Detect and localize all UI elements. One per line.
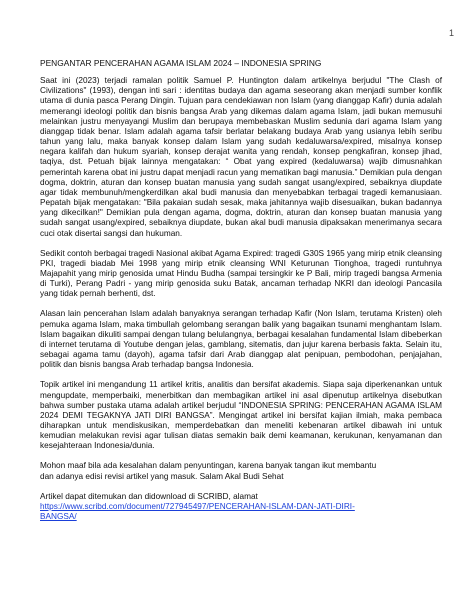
paragraph-intro: Saat ini (2023) terjadi ramalan politik Samuel P. Huntington dalam artikelnya berjudul "The Clash of Civilizations" (1993), dengan inti sari : identitas budaya dan agama seseorang akan menjadi sumber konflik utama di dunia pasca Perang Dingin. Tujuan para cendekiawan non Islam (yang dianggap Kafir) dunia adalah memerangi ideologi politik dan bisnis bangsa Arab yang dikemas dalam agama Islam, jadi bukan memusuhi melainkan justru menyayangi Muslim dan berupaya membebaskan Muslim sedunia dari agama Islam yang dianggap tidak benar. Islam adalah agama tafsir berlatar belakang budaya Arab yang usianya lebih seribu tahun yang lalu, maka banyak konsep dalam Islam yang sudah kedaluwarsa/expired, misalnya konsep negara kalifah dan hukum syariah, konsep derajat wanita yang rendah, konsep pengkafiran, konsep jihad, taqiya, dst. Petuah bijak lainnya mengatakan: “ Obat yang expired (kedaluwarsa) wajib dimusnahkan pemerintah karena obat ini justru dapat menjadi racun yang mematikan bagi manusia.” Demikian pula dengan dogma, doktrin, aturan dan konsep buatan manusia yang sudah sangat usang/expired, sebaiknya diupdate agar tidak membunuh/mengkerdilkan akal budi manusia dan menyebabkan terbagai tragedi kemanusiaan. Pepatah bijak mengatakan: "Bila pakaian sudah sesak, maka jahitannya wajib disesuaikan, bukan badannya yang dikecilkan!" Demikian pula dengan agama, dogma, doktrin, aturan dan konsep buatan manusia yang sudah sangat usang/expired, sebaiknya diupdate, bukan akal budi manusia dipaksakan menerimanya secara cuci otak disertai sangsi dan hukuman.: [40, 76, 442, 238]
closing-line-1: Mohon maaf bila ada kesalahan dalam penyuntingan, karena banyak tangan ikut membantu: [40, 461, 377, 471]
source-label: Artikel dapat ditemukan dan didownload di SCRIBD, alamat: [40, 491, 258, 501]
source-link[interactable]: [40, 502, 442, 522]
source-link-line-1: https://www.scribd.com/document/727945497/PENCERAHAN-ISLAM-DAN-JATI-DIRI-: [40, 501, 355, 511]
paragraph-tragedies: Sedikit contoh berbagai tragedi Nasional akibat Agama Expired: tragedi G30S 1965 yang mirip etnik cleansing PKI, tragedi biadab Mei 1998 yang mirip etnik cleansing WNI Keturunan Tionghoa, tragedi runtuhnya Majapahit yang mirip genosida umat Hindu Budha (sampai tersingkir ke P Bali, mirip tragedi bangsa Armenia di Turki), Perang Padri - yang mirip genosida suku Batak, ancaman terhadap NKRI dan ideologi Pancasila yang tidak pernah berhenti, dst.: [40, 248, 442, 299]
closing-line-2: dan adanya edisi revisi artikel yang masuk. Salam Akal Budi Sehat: [40, 471, 284, 481]
document-title: PENGANTAR PENCERAHAN AGAMA ISLAM 2024 – INDONESIA SPRING: [40, 58, 322, 68]
source-section: [40, 492, 442, 522]
paragraph-reasons: Alasan lain pencerahan Islam adalah banyaknya serangan terhadap Kafir (Non Islam, terutama Kristen) oleh pemuka agama Islam, maka timbullah gelombang serangan balik yang bagaikan tsunami menghantam Islam. Islam bagaikan dikuliti sampai dengan tulang belulangnya, berbagai kesalahan fundamental Islam dibeberkan di internet terutama di Youtube dengan jelas, gamblang, sitematis, dan jujur karena berbasis fakta. Selain itu, sebagai agama tamu (dayoh), agama tafsir dari Arab dianggap alat penipuan, pembodohan, penjajahan, politik dan bisnis bangsa Arab terhadap bangsa Indonesia.: [40, 309, 442, 370]
closing-note: [40, 461, 442, 481]
document-body: [40, 58, 442, 522]
paragraph-topic: Topik artikel ini mengandung 11 artikel kritis, analitis dan bersifat akademis. Siapa saja diperkenankan untuk mengupdate, memperbaiki, menerbitkan dan membagikan artikel ini asal dipenutup artikelnya disebutkan bahwa sumber pustaka utama adalah artikel berjudul “INDONESIA SPRING: PENCERAHAN AGAMA ISLAM 2024 DEMI TEGAKNYA JATI DIRI BANGSA”. Mengingat artikel ini bersifat kajian ilmiah, maka pembaca diharapkan untuk mendiskusikan, memperdebatkan dan meneliti kebenaran artikel dibawah ini untuk kemudian melakukan revisi agar tulisan diatas semakin baik demi keamanan, kerukunan, kenyamanan dan kesejahteraan Indonesia/dunia.: [40, 380, 442, 451]
page-number: 1: [448, 28, 454, 38]
source-link-line-2: BANGSA/: [40, 512, 77, 522]
